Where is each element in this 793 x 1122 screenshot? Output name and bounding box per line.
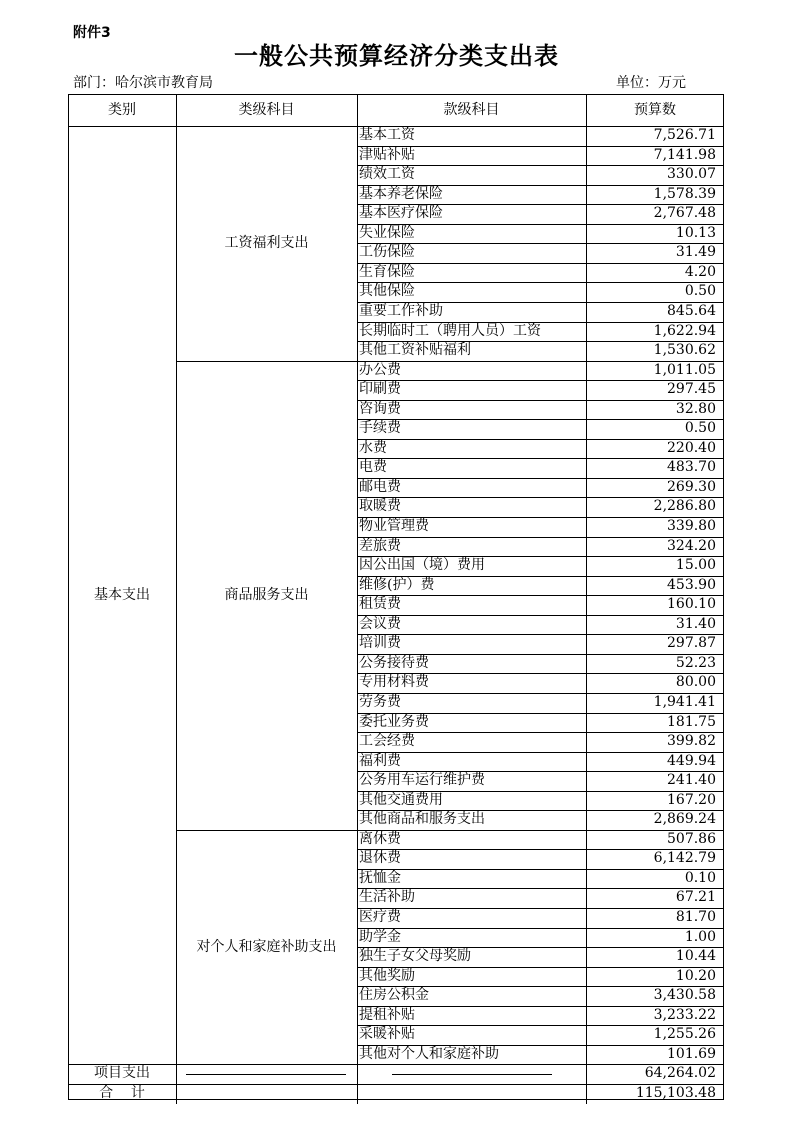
item-name: 生活补助 — [359, 889, 415, 906]
item-amount: 449.94 — [667, 752, 716, 769]
item-name: 物业管理费 — [359, 518, 429, 534]
item-amount: 6,142.79 — [653, 850, 716, 867]
header-budget: 预算数 — [634, 102, 676, 118]
item-name: 取暖费 — [359, 498, 401, 515]
item-name: 电费 — [359, 459, 387, 476]
group-line — [176, 830, 357, 831]
item-name: 基本养老保险 — [359, 185, 443, 202]
col-line — [586, 94, 587, 1104]
header-class-item: 类级科目 — [238, 102, 295, 118]
item-name: 水费 — [359, 439, 387, 456]
item-name: 因公出国（境）费用 — [359, 557, 485, 574]
attachment-label: 附件3 — [73, 25, 111, 41]
project-label: 项目支出 — [94, 1065, 150, 1082]
item-name: 医疗费 — [359, 909, 401, 925]
item-name: 基本工资 — [359, 127, 415, 143]
header-sub-item: 款级科目 — [443, 102, 500, 118]
item-amount: 31.49 — [675, 244, 716, 261]
item-amount: 0.10 — [684, 869, 716, 886]
dash-placeholder — [186, 1074, 346, 1075]
item-name: 绩效工资 — [359, 166, 415, 183]
group-label: 工资福利支出 — [224, 235, 309, 252]
item-amount: 324.20 — [667, 537, 716, 554]
item-amount: 0.50 — [684, 420, 716, 437]
total-label: 合 计 — [99, 1084, 145, 1101]
item-name: 福利费 — [359, 752, 401, 769]
item-amount: 3,233.22 — [653, 1006, 716, 1023]
item-amount: 297.45 — [667, 381, 716, 398]
item-name: 抚恤金 — [359, 869, 401, 886]
item-amount: 330.07 — [667, 166, 716, 183]
group-label: 商品服务支出 — [224, 587, 309, 604]
item-amount: 1,011.05 — [653, 361, 716, 378]
item-amount: 483.70 — [667, 459, 716, 476]
item-name: 工伤保险 — [359, 244, 415, 261]
item-amount: 10.44 — [675, 948, 716, 965]
item-amount: 1,622.94 — [653, 322, 716, 339]
item-amount: 32.80 — [675, 400, 716, 417]
item-amount: 220.40 — [667, 439, 716, 456]
item-amount: 339.80 — [667, 518, 716, 534]
item-amount: 2,767.48 — [653, 205, 716, 222]
item-amount: 2,869.24 — [653, 811, 716, 828]
group-line — [176, 361, 357, 362]
item-name: 公务接待费 — [359, 654, 429, 671]
item-amount: 269.30 — [667, 478, 716, 495]
item-amount: 1,255.26 — [653, 1026, 716, 1043]
page-title: 一般公共预算经济分类支出表 — [234, 42, 559, 70]
item-name: 租赁费 — [359, 596, 401, 613]
item-name: 培训费 — [359, 635, 401, 652]
item-amount: 31.40 — [675, 615, 716, 632]
item-name: 手续费 — [359, 420, 401, 437]
item-amount: 0.50 — [684, 283, 716, 300]
item-name: 生育保险 — [359, 263, 415, 280]
item-amount: 101.69 — [667, 1045, 716, 1062]
col-line — [357, 94, 358, 1104]
item-name: 采暖补贴 — [359, 1026, 415, 1043]
item-amount: 399.82 — [667, 733, 716, 750]
item-name: 津贴补贴 — [359, 146, 415, 163]
item-name: 失业保险 — [359, 224, 415, 241]
item-name: 提租补贴 — [359, 1006, 415, 1023]
department-label: 部门：哈尔滨市教育局 — [73, 75, 213, 91]
item-amount: 3,430.58 — [653, 987, 716, 1004]
item-name: 咨询费 — [359, 400, 401, 417]
item-name: 工会经费 — [359, 733, 415, 750]
item-amount: 15.00 — [675, 557, 716, 574]
item-name: 退休费 — [359, 850, 401, 867]
group-label: 对个人和家庭补助支出 — [196, 939, 337, 956]
item-name: 专用材料费 — [359, 674, 429, 691]
item-name: 印刷费 — [359, 381, 401, 398]
project-amount: 64,264.02 — [644, 1065, 716, 1082]
item-amount: 297.87 — [667, 635, 716, 652]
unit-label: 单位：万元 — [616, 75, 686, 91]
item-amount: 160.10 — [667, 596, 716, 613]
item-amount: 181.75 — [667, 713, 716, 730]
item-amount: 67.21 — [675, 889, 716, 906]
item-name: 重要工作补助 — [359, 302, 443, 319]
item-name: 独生子女父母奖励 — [359, 948, 471, 965]
item-name: 公务用车运行维护费 — [359, 772, 485, 789]
item-name: 其他对个人和家庭补助 — [359, 1045, 499, 1062]
item-name: 会议费 — [359, 615, 401, 632]
item-name: 其他交通费用 — [359, 791, 443, 808]
item-amount: 1.00 — [684, 928, 716, 945]
item-amount: 4.20 — [684, 263, 716, 280]
item-amount: 52.23 — [675, 654, 716, 671]
item-name: 长期临时工（聘用人员）工资 — [359, 322, 541, 339]
dash-placeholder — [392, 1074, 552, 1075]
item-name: 助学金 — [359, 928, 401, 945]
item-amount: 507.86 — [667, 830, 716, 847]
item-amount: 7,526.71 — [653, 127, 716, 143]
item-amount: 167.20 — [667, 791, 716, 808]
item-name: 委托业务费 — [359, 713, 429, 730]
item-name: 维修(护）费 — [359, 576, 435, 593]
item-amount: 10.13 — [675, 224, 716, 241]
item-amount: 2,286.80 — [653, 498, 716, 515]
item-name: 住房公积金 — [359, 987, 429, 1004]
item-amount: 80.00 — [675, 674, 716, 691]
item-name: 其他工资补贴福利 — [359, 342, 471, 359]
item-name: 基本医疗保险 — [359, 205, 443, 222]
item-name: 差旅费 — [359, 537, 401, 554]
item-amount: 1,530.62 — [653, 342, 716, 359]
item-amount: 1,578.39 — [653, 185, 716, 202]
category-basic: 基本支出 — [94, 587, 150, 604]
item-amount: 10.20 — [675, 967, 716, 984]
item-amount: 7,141.98 — [653, 146, 716, 163]
item-amount: 453.90 — [667, 576, 716, 593]
header-category: 类别 — [108, 102, 136, 118]
item-amount: 845.64 — [667, 302, 716, 319]
item-name: 离休费 — [359, 830, 401, 847]
item-name: 其他保险 — [359, 283, 415, 300]
item-name: 办公费 — [359, 361, 401, 378]
item-name: 其他奖励 — [359, 967, 415, 984]
item-name: 邮电费 — [359, 478, 401, 495]
item-amount: 241.40 — [667, 772, 716, 789]
item-name: 其他商品和服务支出 — [359, 811, 485, 828]
total-amount: 115,103.48 — [635, 1084, 716, 1101]
item-name: 劳务费 — [359, 693, 401, 710]
item-amount: 1,941.41 — [653, 693, 716, 710]
item-amount: 81.70 — [675, 909, 716, 925]
